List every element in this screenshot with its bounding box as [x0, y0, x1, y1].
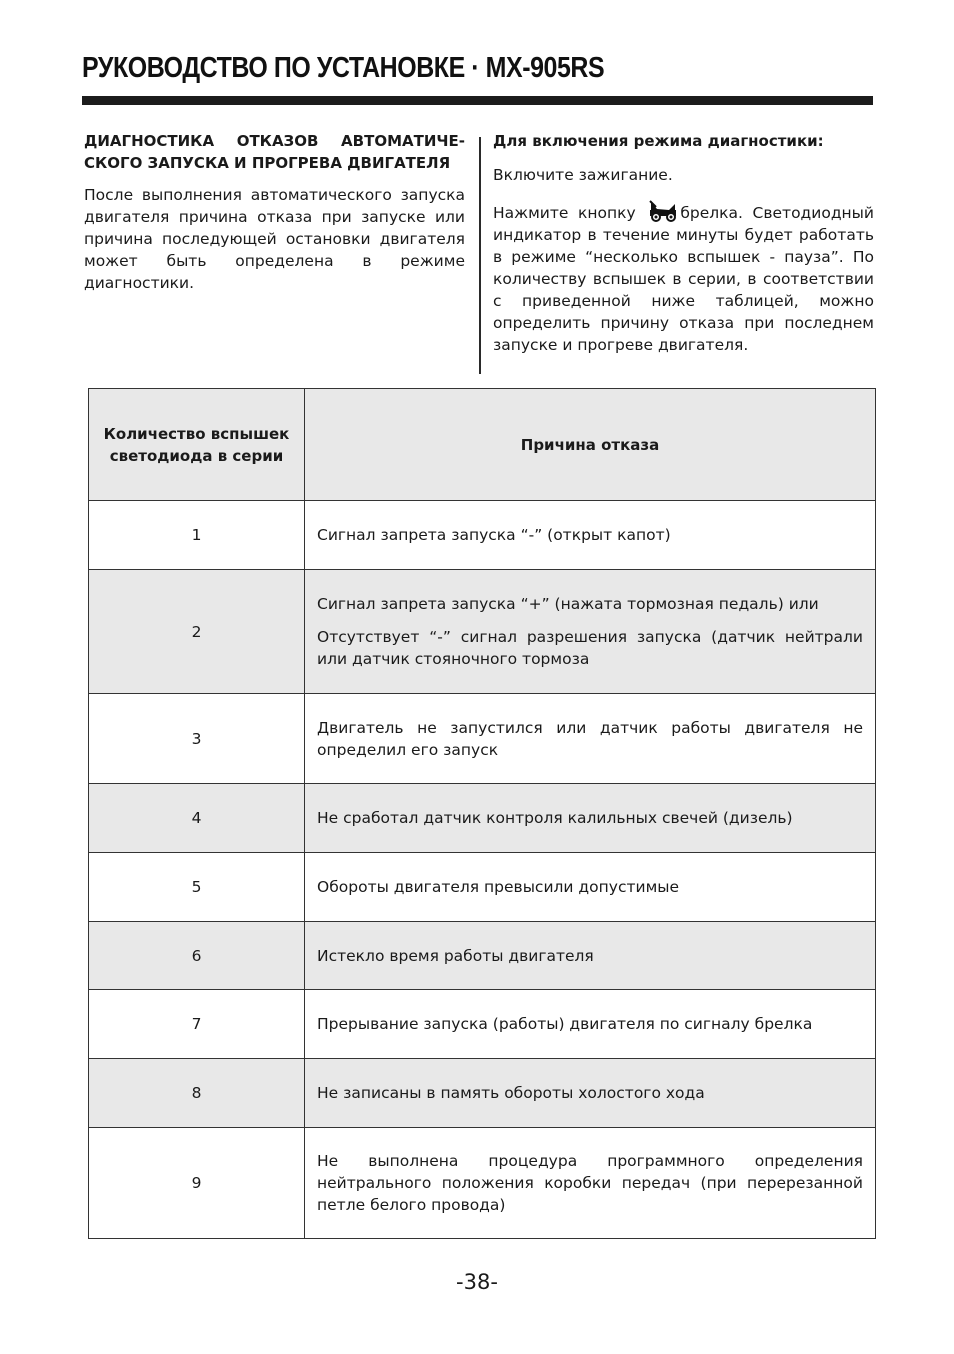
- reason-text: Двигатель не запустился или датчик работы двигателя не определил его запуск: [317, 718, 863, 759]
- failure-reason: [305, 1059, 876, 1128]
- failure-reason: [305, 922, 876, 990]
- table-row: [89, 990, 876, 1059]
- table-row: [89, 922, 876, 990]
- table-row: [89, 570, 876, 694]
- reason-text: Сигнал запрета запуска “+” (нажата тормозная педаль) или: [317, 595, 819, 613]
- flash-count: 8: [89, 1059, 305, 1128]
- intro-paragraph: После выполнения автоматического запуска двигателя причина отказа при запуске или причина последующей остановки двигателя может быть определена в режиме диагностики.: [84, 186, 465, 292]
- failure-reason: [305, 784, 876, 853]
- failure-reason: [305, 570, 876, 694]
- reason-text: Прерывание запуска (работы) двигателя по сигналу брелка: [317, 1015, 813, 1033]
- header-reason: Причина отказа: [305, 389, 876, 501]
- step-text-before: Нажмите кнопку: [493, 204, 636, 222]
- table-row: [89, 853, 876, 922]
- reason-text: Не записаны в память обороты холостого хода: [317, 1084, 705, 1102]
- reason-text: Отсутствует “-” сигнал разрешения запуска (датчик нейтрали или датчик стояночного тормоза: [317, 628, 863, 668]
- flash-count: 3: [89, 694, 305, 784]
- flash-count: 7: [89, 990, 305, 1059]
- flash-count: 4: [89, 784, 305, 853]
- reason-text: Истекло время работы двигателя: [317, 946, 594, 965]
- failure-reason: [305, 853, 876, 922]
- reason-text: Сигнал запрета запуска “-” (открыт капот): [317, 526, 671, 544]
- section-heading: ДИАГНОСТИКА ОТКАЗОВ АВТОМАТИЧЕ-СКОГО ЗАПУСКА И ПРОГРЕВА ДВИГАТЕЛЯ: [84, 132, 465, 172]
- reason-text: Не сработал датчик контроля калильных свечей (дизель): [317, 809, 793, 827]
- car-with-key-icon: [648, 200, 678, 222]
- flash-count: 1: [89, 501, 305, 570]
- flash-count: 2: [89, 570, 305, 694]
- title-rule: [82, 96, 873, 105]
- left-column: [84, 130, 465, 294]
- flash-count: 6: [89, 922, 305, 990]
- step-press-button: [493, 200, 874, 356]
- failure-reason: [305, 990, 876, 1059]
- reason-text: Не выполнена процедура программного определения нейтрального положения коробки передач (при перерезанной петле белого провода): [317, 1152, 863, 1214]
- diagnostics-heading: Для включения режима диагностики:: [493, 132, 824, 150]
- page-title: РУКОВОДСТВО ПО УСТАНОВКЕ · MX-905RS: [82, 52, 605, 84]
- failure-reason: [305, 501, 876, 570]
- right-column: [493, 130, 874, 356]
- flash-count: 5: [89, 853, 305, 922]
- step-text-after: брелка. Светодиодный индикатор в течение минуты будет работать в режиме “несколько вспышек - пауза”. По количеству вспышек в серии, в соответствии с приведенной ниже таблицей, можно определить причину отказа при последнем запуске и прогреве двигателя.: [493, 204, 874, 354]
- page-number: -38-: [456, 1270, 498, 1294]
- table-row: [89, 501, 876, 570]
- table-row: [89, 1128, 876, 1239]
- table-row: [89, 694, 876, 784]
- step-ignition: Включите зажигание.: [493, 166, 673, 184]
- header-flash-count: Количество вспышек светодиода в серии: [89, 389, 305, 501]
- failure-reason: [305, 1128, 876, 1239]
- table-header-row: [89, 389, 876, 501]
- flash-count: 9: [89, 1128, 305, 1239]
- reason-text: Обороты двигателя превысили допустимые: [317, 878, 680, 896]
- column-divider: [479, 137, 481, 374]
- diagnostics-table: [88, 388, 876, 1239]
- table-row: [89, 784, 876, 853]
- failure-reason: [305, 694, 876, 784]
- table-row: [89, 1059, 876, 1128]
